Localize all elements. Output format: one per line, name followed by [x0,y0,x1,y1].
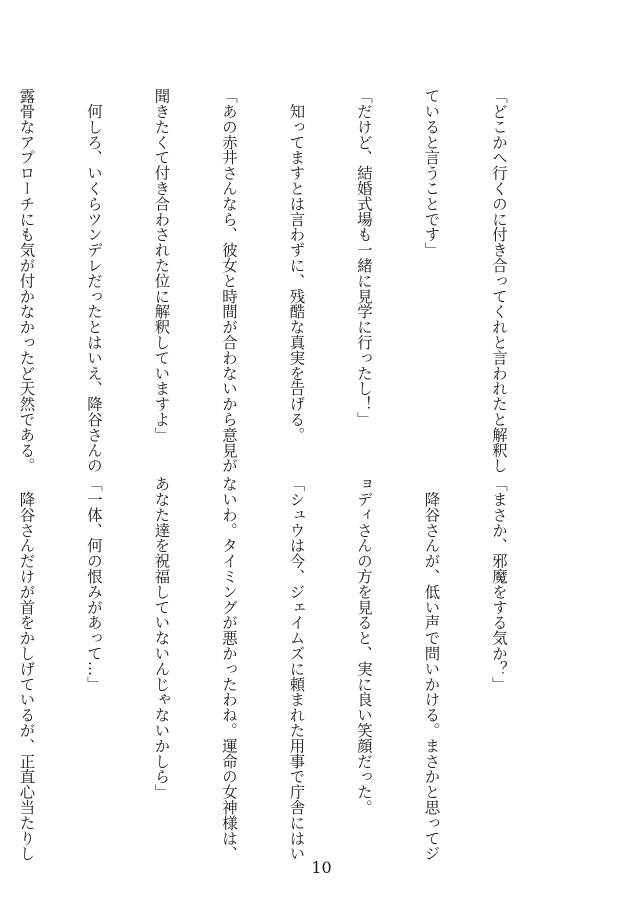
text-line: 聞きたくて付き合わされた位に解釈していますよ」 [152,88,171,443]
text-line: 「だけど、結婚式場も一緒に見学に行ったし！」 [355,88,373,427]
text-line: 「まさか、邪魔をする気か？」 [490,476,508,692]
text-line: 降谷さんだけが首をかしげているが、正直心当たりし [17,476,36,861]
text-line: 「一体、何の恨みがあって…」 [85,476,103,692]
upper-text-block [17,88,555,473]
lower-text-block [17,476,555,861]
text-line: 「シュウは今、ジェイムズに頼まれた用事で庁舎にはい [287,476,306,861]
text-line: 露骨なアプローチにも気が付かなかったど天然である。 [17,88,36,473]
text-line: 「どこかへ行くのに付き合ってくれと言われたと解釈し [490,88,508,473]
text-line: 知ってますとは言わずに、残酷な真実を告げる。 [287,88,306,443]
text-line: 「あの赤井さんなら、彼女と時間が合わないから意見が [220,88,238,473]
text-line: 何しろ、いくらツンデレだったとはいえ、降谷さんの [85,88,103,473]
page-number: 10 [311,858,332,877]
text-line: ョディさんの方を見ると、実に良い笑顔だった。 [355,476,373,815]
text-line: ないわ。タイミングが悪かったわね。運命の女神様は、 [220,476,238,861]
text-line: 降谷さんが、低い声で問いかける。まさかと思ってジ [422,476,441,861]
text-line: あなた達を祝福していないんじゃないかしら」 [152,476,171,800]
text-line: ていると言うことです」 [422,88,441,258]
